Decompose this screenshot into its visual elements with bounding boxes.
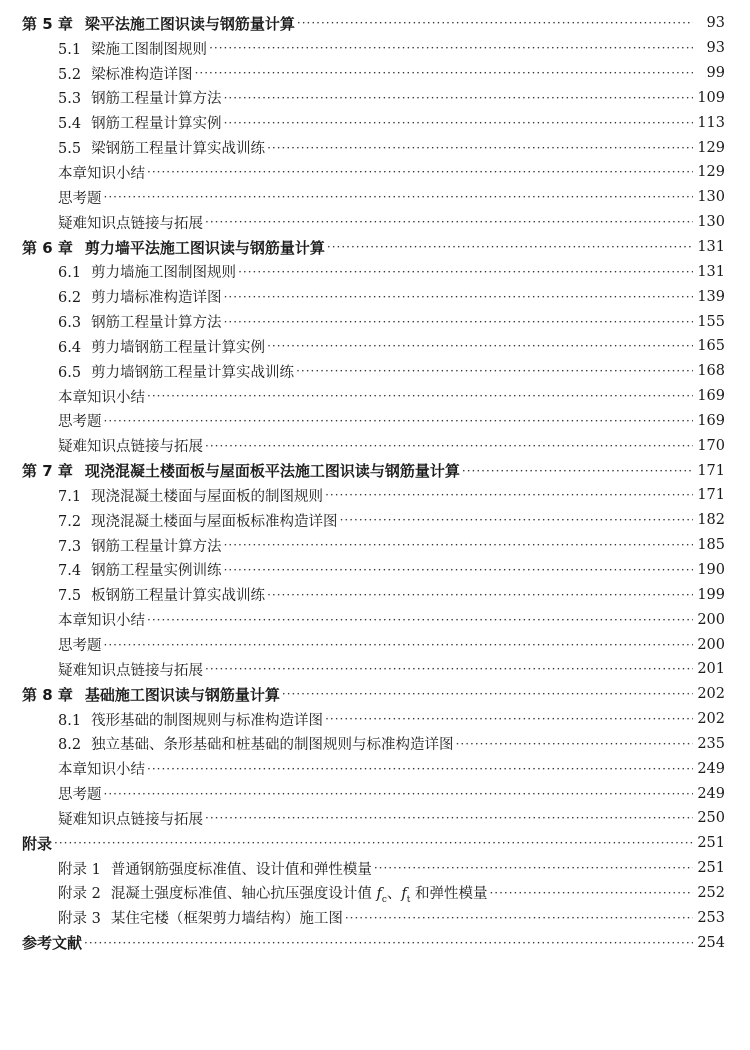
dot-leader bbox=[325, 713, 693, 725]
toc-entry-number: 6.2 bbox=[58, 290, 82, 307]
toc-entry-title bbox=[58, 386, 145, 407]
toc-entry-title bbox=[58, 609, 145, 630]
toc-entry-text: 思考题 bbox=[58, 787, 102, 804]
dot-leader bbox=[104, 191, 694, 203]
toc-section-entry[interactable] bbox=[0, 433, 750, 458]
toc-entry-text: 现浇混凝土楼面与屋面板的制图规则 bbox=[91, 488, 324, 505]
toc-entry-text: 梁平法施工图识读与钢筋量计算 bbox=[84, 14, 295, 33]
toc-page-number: 254 bbox=[697, 934, 725, 951]
toc-section-entry[interactable] bbox=[0, 160, 750, 185]
toc-entry-text: 本章知识小结 bbox=[58, 613, 145, 630]
toc-entry-number: 7.5 bbox=[58, 588, 82, 605]
toc-page-number: 113 bbox=[697, 114, 725, 131]
toc-section-entry[interactable] bbox=[0, 110, 750, 135]
dot-leader bbox=[147, 390, 693, 402]
toc-entry-number: 5.4 bbox=[58, 116, 82, 133]
toc-entry-number: 附录 2 bbox=[58, 885, 101, 902]
toc-entry-title bbox=[58, 435, 203, 456]
toc-entry-number: 6.4 bbox=[58, 339, 82, 356]
toc-entry-text: 筏形基础的制图规则与标准构造详图 bbox=[91, 712, 324, 729]
toc-entry-title bbox=[58, 559, 222, 580]
dot-leader bbox=[205, 216, 693, 228]
toc-page-number: 168 bbox=[697, 363, 725, 380]
toc-page-number: 200 bbox=[697, 611, 725, 628]
toc-entry-text: 普通钢筋强度标准值、设计值和弹性模量 bbox=[110, 861, 372, 878]
toc-entry-title bbox=[58, 261, 236, 282]
toc-page-number: 253 bbox=[697, 909, 725, 926]
toc-entry-title bbox=[58, 485, 323, 506]
toc-entry-number: 7.2 bbox=[58, 513, 82, 530]
toc-entry-title bbox=[58, 361, 294, 382]
dot-leader bbox=[374, 862, 693, 874]
dot-leader bbox=[195, 67, 693, 79]
dot-leader bbox=[224, 117, 693, 129]
toc-entry-text: 疑难知识点链接与拓展 bbox=[58, 662, 203, 679]
toc-entry-title bbox=[58, 87, 222, 108]
toc-chapter-entry[interactable] bbox=[0, 682, 750, 707]
toc-entry-text: 基础施工图识读与钢筋量计算 bbox=[84, 685, 280, 704]
toc-entry-title bbox=[58, 38, 207, 59]
dot-leader bbox=[267, 142, 693, 154]
toc-entry-text: 思考题 bbox=[58, 638, 102, 655]
toc-page-number: 249 bbox=[697, 785, 725, 802]
dot-leader bbox=[224, 291, 693, 303]
toc-page-number: 250 bbox=[697, 810, 725, 827]
dot-leader bbox=[209, 42, 693, 54]
toc-entry-text: 思考题 bbox=[58, 414, 102, 431]
toc-entry-title bbox=[58, 907, 343, 928]
toc-page-number: 93 bbox=[706, 40, 725, 57]
toc-entry-title bbox=[58, 584, 265, 605]
toc-entry-text: 现浇混凝土楼面与屋面板标准构造详图 bbox=[91, 513, 338, 530]
toc-page-number: 129 bbox=[697, 164, 725, 181]
toc-entry-text: 现浇混凝土楼面板与屋面板平法施工图识读与钢筋量计算 bbox=[84, 462, 460, 481]
toc-entry-title bbox=[58, 535, 222, 556]
dot-leader bbox=[456, 738, 693, 750]
dot-leader bbox=[205, 812, 693, 824]
dot-leader bbox=[224, 92, 693, 104]
toc-entry-number: 7.1 bbox=[58, 488, 82, 505]
toc-entry-number: 第 6 章 bbox=[22, 238, 73, 257]
toc-entry-number: 附录 3 bbox=[58, 911, 101, 928]
toc-section-entry[interactable] bbox=[0, 334, 750, 359]
toc-section-entry[interactable] bbox=[0, 309, 750, 334]
toc-entry-text: 本章知识小结 bbox=[58, 165, 145, 182]
toc-section-entry[interactable] bbox=[0, 607, 750, 632]
toc-entry-title bbox=[58, 311, 222, 332]
dot-leader bbox=[296, 365, 693, 377]
toc-section-entry[interactable] bbox=[0, 259, 750, 284]
dot-leader bbox=[267, 340, 693, 352]
toc-page-number: 201 bbox=[697, 661, 725, 678]
toc-page-number: 171 bbox=[697, 462, 725, 479]
toc-entry-number: 第 7 章 bbox=[22, 462, 73, 481]
dot-leader bbox=[489, 887, 693, 899]
dot-leader bbox=[147, 166, 693, 178]
toc-entry-title bbox=[58, 137, 265, 158]
toc-page-number: 202 bbox=[697, 686, 725, 703]
toc-entry-text: 钢筋工程量计算实例 bbox=[91, 116, 222, 133]
toc-page-number: 182 bbox=[697, 512, 725, 529]
dot-leader bbox=[297, 17, 693, 29]
toc-entry-number: 6.5 bbox=[58, 364, 82, 381]
toc-entry-title bbox=[58, 112, 222, 133]
toc-entry-title bbox=[22, 932, 82, 953]
toc-page-number: 200 bbox=[697, 636, 725, 653]
toc-entry-text: 本章知识小结 bbox=[58, 389, 145, 406]
toc-page-number: 249 bbox=[697, 760, 725, 777]
toc-section-entry[interactable] bbox=[0, 707, 750, 732]
toc-section-entry[interactable] bbox=[0, 806, 750, 831]
toc-entry-title bbox=[58, 286, 222, 307]
toc-section-entry[interactable] bbox=[0, 36, 750, 61]
toc-entry-text: 板钢筋工程量计算实战训练 bbox=[91, 588, 266, 605]
toc-entry-text: 剪力墙钢筋工程量计算实战训练 bbox=[91, 364, 295, 381]
dot-leader bbox=[205, 440, 693, 452]
toc-entry-number: 5.5 bbox=[58, 141, 82, 158]
toc-section-entry[interactable] bbox=[0, 731, 750, 756]
toc-chapter-entry[interactable] bbox=[0, 930, 750, 955]
toc-entry-title bbox=[58, 808, 203, 829]
toc-section-entry[interactable] bbox=[0, 359, 750, 384]
toc-section-entry[interactable] bbox=[0, 558, 750, 583]
toc-page-number: 171 bbox=[697, 487, 725, 504]
dot-leader bbox=[282, 688, 693, 700]
toc-section-entry[interactable] bbox=[0, 508, 750, 533]
toc-entry-title bbox=[58, 410, 102, 431]
toc-section-entry[interactable] bbox=[0, 657, 750, 682]
toc-entry-title bbox=[58, 709, 323, 730]
toc-entry-text: 钢筋工程量实例训练 bbox=[91, 563, 222, 580]
toc-page-number: 139 bbox=[697, 288, 725, 305]
toc-entry-text: 梁标准构造详图 bbox=[91, 66, 193, 83]
math-symbol: f bbox=[401, 885, 407, 902]
toc-entry-text: 本章知识小结 bbox=[58, 762, 145, 779]
toc-page-number: 165 bbox=[697, 338, 725, 355]
toc-entry-number: 7.3 bbox=[58, 538, 82, 555]
toc-entry-text: 梁施工图制图规则 bbox=[91, 41, 208, 58]
separator-text: 、 bbox=[386, 885, 402, 902]
toc-page-number: 199 bbox=[697, 586, 725, 603]
toc-entry-title bbox=[58, 758, 145, 779]
toc-section-entry[interactable] bbox=[0, 185, 750, 210]
toc-entry-number: 8.1 bbox=[58, 712, 82, 729]
toc-entry-title bbox=[58, 659, 203, 680]
toc-entry-title bbox=[58, 212, 203, 233]
math-symbol: f bbox=[376, 885, 382, 902]
toc-entry-text: 梁钢筋工程量计算实战训练 bbox=[91, 141, 266, 158]
toc-entry-text: 混凝土强度标准值、轴心抗压强度设计值 bbox=[110, 885, 372, 902]
dot-leader bbox=[104, 415, 694, 427]
toc-entry-number: 第 5 章 bbox=[22, 14, 73, 33]
toc-entry-number: 5.2 bbox=[58, 66, 82, 83]
math-subscript: c bbox=[381, 894, 387, 905]
toc-entry-text: 剪力墙施工图制图规则 bbox=[91, 265, 237, 282]
toc-entry-text: 附录 bbox=[22, 834, 53, 853]
toc-entry-text: 疑难知识点链接与拓展 bbox=[58, 439, 203, 456]
toc-page-number: 202 bbox=[697, 711, 725, 728]
dot-leader bbox=[104, 788, 694, 800]
toc-entry-title bbox=[58, 882, 487, 905]
toc-entry-title bbox=[22, 684, 280, 705]
toc-section-entry[interactable] bbox=[0, 905, 750, 930]
toc-section-entry[interactable] bbox=[0, 756, 750, 781]
toc-page-number: 251 bbox=[697, 860, 725, 877]
toc-section-entry[interactable] bbox=[0, 533, 750, 558]
dot-leader bbox=[267, 589, 693, 601]
toc-entry-text: 钢筋工程量计算方法 bbox=[91, 91, 222, 108]
toc-entry-title bbox=[22, 13, 295, 34]
dot-leader bbox=[205, 663, 693, 675]
dot-leader bbox=[238, 266, 693, 278]
toc-entry-number: 5.3 bbox=[58, 91, 82, 108]
toc-chapter-entry[interactable] bbox=[0, 235, 750, 260]
toc-entry-text: 独立基础、条形基础和桩基础的制图规则与标准构造详图 bbox=[91, 737, 454, 754]
toc-entry-text-tail: 和弹性模量 bbox=[414, 885, 488, 902]
toc-entry-title bbox=[58, 510, 338, 531]
toc-section-entry[interactable] bbox=[0, 61, 750, 86]
toc-section-entry[interactable] bbox=[0, 582, 750, 607]
toc-entry-title bbox=[58, 187, 102, 208]
toc-section-entry[interactable] bbox=[0, 856, 750, 881]
toc-page-number: 130 bbox=[697, 214, 725, 231]
toc-section-entry[interactable] bbox=[0, 384, 750, 409]
math-subscript: t bbox=[406, 894, 411, 905]
dot-leader bbox=[325, 489, 693, 501]
dot-leader bbox=[327, 241, 693, 253]
dot-leader bbox=[54, 837, 693, 849]
toc-entry-text: 剪力墙标准构造详图 bbox=[91, 290, 222, 307]
toc-section-entry[interactable] bbox=[0, 210, 750, 235]
toc-section-entry[interactable] bbox=[0, 135, 750, 160]
toc-page-number: 169 bbox=[697, 388, 725, 405]
toc-entry-text: 参考文献 bbox=[22, 934, 83, 953]
toc-chapter-entry[interactable] bbox=[0, 11, 750, 36]
toc-section-entry[interactable] bbox=[0, 86, 750, 111]
dot-leader bbox=[147, 763, 693, 775]
toc-section-entry[interactable] bbox=[0, 632, 750, 657]
toc-section-entry[interactable] bbox=[0, 409, 750, 434]
dot-leader bbox=[345, 912, 693, 924]
dot-leader bbox=[104, 639, 694, 651]
dot-leader bbox=[84, 937, 693, 949]
dot-leader bbox=[340, 514, 693, 526]
toc-section-entry[interactable] bbox=[0, 284, 750, 309]
toc-page-number: 129 bbox=[697, 139, 725, 156]
toc-entry-number: 7.4 bbox=[58, 563, 82, 580]
toc-section-entry[interactable] bbox=[0, 781, 750, 806]
toc-page-number: 169 bbox=[697, 412, 725, 429]
toc-entry-text: 钢筋工程量计算方法 bbox=[91, 315, 222, 332]
toc-entry-title bbox=[22, 237, 325, 258]
toc-page-number: 93 bbox=[706, 15, 725, 32]
toc-page-number: 185 bbox=[697, 537, 725, 554]
dot-leader bbox=[462, 465, 693, 477]
toc-section-entry[interactable] bbox=[0, 881, 750, 906]
toc-entry-title bbox=[58, 733, 454, 754]
dot-leader bbox=[224, 539, 693, 551]
toc-chapter-entry[interactable] bbox=[0, 831, 750, 856]
toc-page-number: 252 bbox=[697, 884, 725, 901]
toc-entry-number: 6.3 bbox=[58, 315, 82, 332]
toc-entry-text: 剪力墙平法施工图识读与钢筋量计算 bbox=[84, 238, 325, 257]
toc-page-number: 155 bbox=[697, 313, 725, 330]
toc-page-number: 131 bbox=[697, 263, 725, 280]
toc-entry-number: 6.1 bbox=[58, 265, 82, 282]
toc-page-number: 99 bbox=[706, 65, 725, 82]
toc-chapter-entry[interactable] bbox=[0, 458, 750, 483]
toc-entry-title bbox=[22, 833, 52, 854]
toc-page-number: 130 bbox=[697, 189, 725, 206]
toc-entry-text: 疑难知识点链接与拓展 bbox=[58, 215, 203, 232]
toc-page-number: 251 bbox=[697, 835, 725, 852]
toc-section-entry[interactable] bbox=[0, 483, 750, 508]
toc-entry-title bbox=[22, 460, 460, 481]
toc-entry-title bbox=[58, 63, 193, 84]
toc-entry-number: 8.2 bbox=[58, 737, 82, 754]
toc-entry-title bbox=[58, 336, 265, 357]
toc-entry-text: 思考题 bbox=[58, 190, 102, 207]
toc-entry-text: 某住宅楼（框架剪力墙结构）施工图 bbox=[110, 911, 343, 928]
toc-entry-text: 疑难知识点链接与拓展 bbox=[58, 811, 203, 828]
toc-entry-text: 剪力墙钢筋工程量计算实例 bbox=[91, 339, 266, 356]
toc-entry-number: 第 8 章 bbox=[22, 685, 73, 704]
toc-page-number: 109 bbox=[697, 89, 725, 106]
toc-entry-number: 附录 1 bbox=[58, 861, 101, 878]
toc-page-number: 190 bbox=[697, 561, 725, 578]
toc-page-number: 235 bbox=[697, 735, 725, 752]
toc-page-number: 131 bbox=[697, 239, 725, 256]
toc-entry-text: 钢筋工程量计算方法 bbox=[91, 538, 222, 555]
dot-leader bbox=[147, 614, 693, 626]
dot-leader bbox=[224, 564, 693, 576]
toc-entry-title bbox=[58, 858, 372, 879]
toc-entry-title bbox=[58, 783, 102, 804]
toc-entry-title bbox=[58, 162, 145, 183]
toc-page-number: 170 bbox=[697, 437, 725, 454]
toc-entry-number: 5.1 bbox=[58, 41, 82, 58]
dot-leader bbox=[224, 316, 693, 328]
table-of-contents bbox=[0, 11, 750, 955]
toc-entry-title bbox=[58, 634, 102, 655]
